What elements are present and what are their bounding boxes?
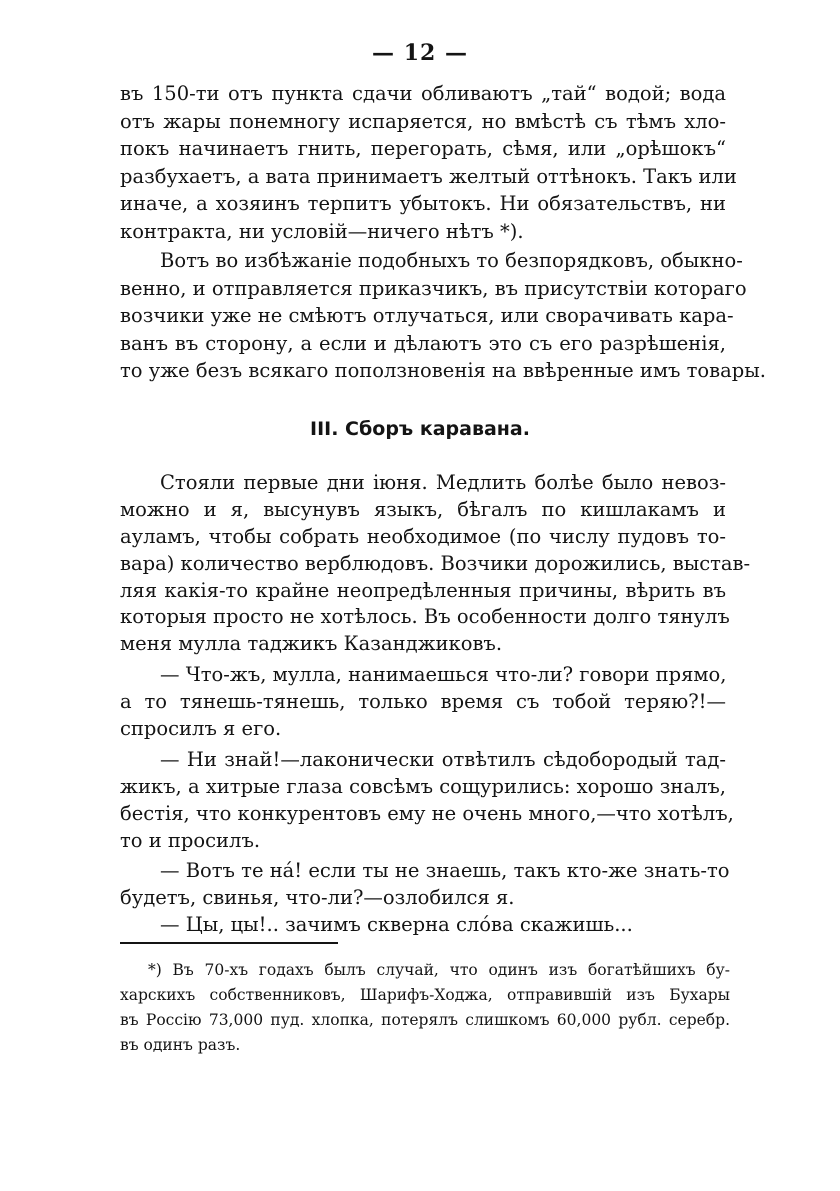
page-number: — 12 — — [372, 40, 468, 66]
text-line: ауламъ, чтобы собрать необходимое (по числу пудовъ то- — [120, 524, 726, 548]
text-line: ванъ въ сторону, а если и дѣлаютъ это съ его разрѣшенія, — [120, 331, 726, 355]
text-line: можно и я, высунувъ языкъ, бѣгалъ по кишлакамъ и — [120, 497, 726, 521]
dialogue-1 — [120, 662, 726, 743]
text-line: контракта, ни условій—ничего нѣтъ *). — [120, 219, 524, 243]
footnote-line: харскихъ собственниковъ, Шарифъ-Ходжа, отправившій изъ Бухары — [120, 986, 730, 1004]
text-line: разбухаетъ, а вата принимаетъ желтый оттѣнокъ. Такъ или — [120, 164, 737, 188]
text-line: ляя какія-то крайне неопредѣленныя причины, вѣрить въ — [120, 578, 726, 602]
paragraph-2 — [120, 247, 766, 385]
text-line: — Ни знай!—лаконически отвѣтилъ сѣдобородый тад- — [160, 747, 726, 771]
text-line: бестія, что конкурентовъ ему не очень много,—что хотѣлъ, — [120, 801, 734, 825]
text-line: спросилъ я его. — [120, 717, 282, 741]
text-line: возчики уже не смѣютъ отлучаться, или сворачивать кара- — [120, 304, 734, 327]
text-line: — Цы, цы!.. зачимъ скверна слóва скажишь... — [160, 913, 633, 937]
text-line: — Вотъ те нá! если ты не знаешь, такъ кто-же знать-то — [160, 859, 730, 883]
paragraph-1 — [120, 80, 737, 245]
text-line: которыя просто не хотѣлось. Въ особенности долго тянулъ — [120, 605, 730, 629]
dialogue-4 — [120, 912, 726, 939]
footnote-divider — [120, 942, 338, 944]
dialogue-2 — [120, 747, 734, 855]
text-line: а то тянешь-тянешь, только время съ тобой теряю?!— — [120, 690, 726, 714]
text-block-bottom — [120, 470, 751, 939]
footnote-line: въ Россію 73,000 пуд. хлопка, потерялъ слишкомъ 60,000 рубл. серебр. — [120, 1011, 730, 1029]
text-line: то уже безъ всякаго поползновенія на ввѣренные имъ товары. — [120, 359, 766, 382]
footnote — [120, 958, 730, 1058]
text-line: будетъ, свинья, что-ли?—озлобился я. — [120, 886, 515, 910]
text-line: иначе, а хозяинъ терпитъ убытокъ. Ни обязательствъ, ни — [120, 192, 726, 215]
text-line: вара) количество верблюдовъ. Возчики дорожились, выстав- — [120, 551, 751, 575]
text-line: Вотъ во избѣжаніе подобныхъ то безпорядковъ, обыкно- — [160, 249, 743, 272]
text-line: венно, и отправляется приказчикъ, въ присутствіи котораго — [120, 276, 747, 300]
dialogue-3 — [120, 858, 730, 912]
footnote-line: *) Въ 70-хъ годахъ былъ случай, что одинъ изъ богатѣйшихъ бу- — [148, 961, 730, 979]
text-line: — Что-жъ, мулла, нанимаешься что-ли? говори прямо, — [160, 663, 727, 687]
text-block-top — [120, 80, 766, 385]
text-line: въ 150-ти отъ пункта сдачи обливаютъ „тай“ водой; вода — [120, 82, 726, 105]
paragraph-3 — [120, 470, 751, 658]
text-line: отъ жары понемногу испаряется, но вмѣстѣ съ тѣмъ хло- — [120, 109, 726, 133]
text-line: то и просилъ. — [120, 828, 261, 852]
section-heading: III. Сборъ каравана. — [310, 418, 530, 440]
footnote-line: въ одинъ разъ. — [120, 1036, 241, 1054]
text-line: покъ начинаетъ гнить, перегорать, сѣмя, или „орѣшокъ“ — [120, 137, 726, 160]
text-line: жикъ, а хитрые глаза совсѣмъ сощурились: хорошо зналъ, — [120, 774, 726, 798]
text-line: меня мулла таджикъ Казанджиковъ. — [120, 632, 503, 656]
text-line: Стояли первые дни іюня. Медлить болѣе было невоз- — [160, 471, 726, 494]
